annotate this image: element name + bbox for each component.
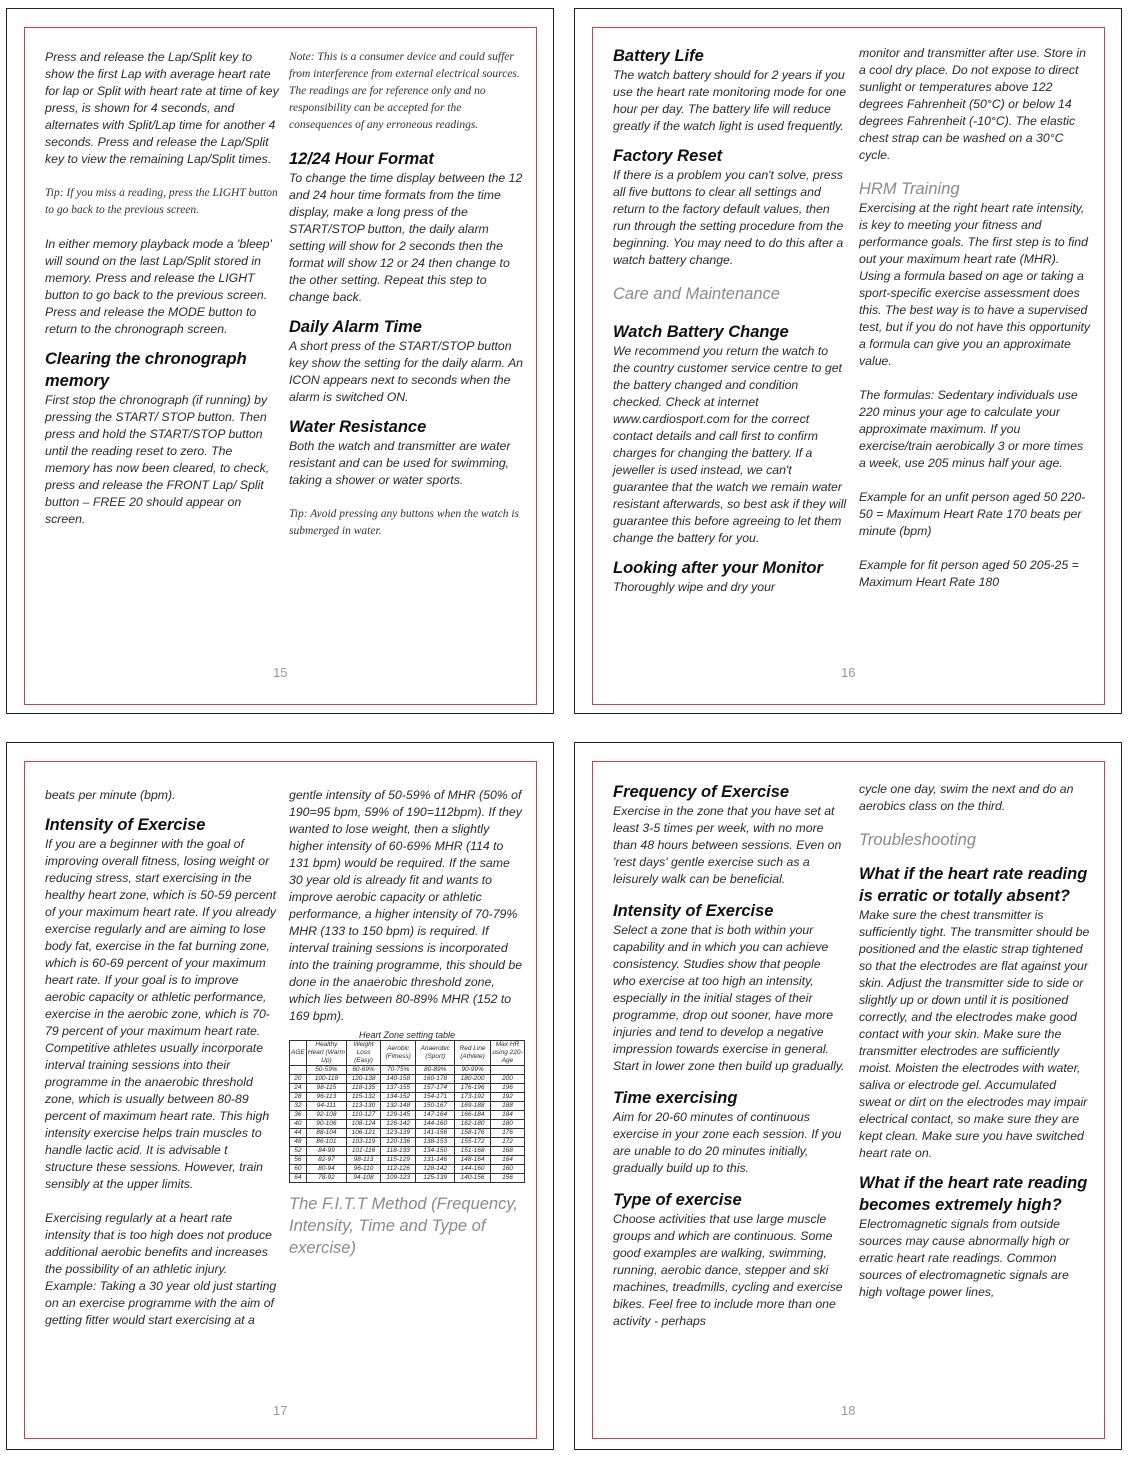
- table-cell: 176-196: [455, 1084, 491, 1093]
- table-cell: 169-188: [455, 1102, 491, 1111]
- table-cell: 32: [290, 1102, 307, 1111]
- table-cell: 196: [490, 1084, 524, 1093]
- page-17-right-column: [289, 787, 525, 1259]
- page-number: 18: [841, 1403, 856, 1418]
- table-header-cell: Red Line (Athlete): [455, 1041, 491, 1066]
- table-row: [290, 1111, 525, 1120]
- table-cell: 101-116: [347, 1147, 381, 1156]
- table-cell: 70-75%: [380, 1066, 415, 1075]
- page-18-left-column: [613, 781, 846, 1330]
- table-cell: 147-164: [416, 1111, 455, 1120]
- section-heading: Type of exercise: [613, 1191, 742, 1209]
- table-cell: 118-135: [347, 1084, 381, 1093]
- table-cell: 158-176: [455, 1129, 491, 1138]
- table-row: [290, 1174, 525, 1183]
- faq-question: What if the heart rate reading is erratic or totally absent?: [859, 865, 1088, 905]
- table-cell: 123-139: [380, 1129, 415, 1138]
- alarm-paragraph: A short press of the START/STOP button key show the setting for the daily alarm. An ICON appears next to seconds when the alarm is switched ON.: [289, 339, 523, 404]
- table-cell: 113-130: [347, 1102, 381, 1111]
- table-cell: 155-172: [455, 1138, 491, 1147]
- table-cell: 154-171: [416, 1093, 455, 1102]
- page-18-right-column: [859, 781, 1091, 1301]
- table-header-cell: Weight Loss (Easy): [347, 1041, 381, 1066]
- section-heading: Troubleshooting: [859, 831, 977, 849]
- table-cell: 151-168: [455, 1147, 491, 1156]
- care-continued-paragraph: monitor and transmitter after use. Store in a cool dry place. Do not expose to direct sunlight or temperatures above 122 degrees Fahrenheit (50°C) or below 14 degrees Fahrenheit (-10°C). The elastic chest strap can be washed on a 30°C cycle.: [859, 46, 1086, 162]
- table-cell: 64: [290, 1174, 307, 1183]
- table-cell: 108-124: [347, 1120, 381, 1129]
- table-cell: 166-184: [455, 1111, 491, 1120]
- note-text: Note: This is a consumer device and could suffer from interference from external electrical sources. The readings are for reference only and no responsibility can be accepted for the consequences of any erroneous readings.: [289, 51, 520, 131]
- table-cell: 156: [490, 1174, 524, 1183]
- table-row: [290, 1084, 525, 1093]
- table-cell: 160: [490, 1165, 524, 1174]
- table-cell: 60-69%: [347, 1066, 381, 1075]
- water-paragraph: Both the watch and transmitter are water resistant and can be used for swimming, taking a shower or water sports.: [289, 439, 511, 487]
- page-number: 15: [273, 665, 288, 680]
- table-row: [290, 1138, 525, 1147]
- table-cell: 96-113: [306, 1093, 346, 1102]
- lap-split-paragraph: Press and release the Lap/Split key to show the first Lap with average heart rate for lap or Split with heart rate at time of key press, is shown for 4 seconds, and alternates with Split/Lap time for another 4 seconds. Press and release the Lap/Split key to view the remaining Lap/Split times.: [45, 50, 279, 166]
- section-heading: Intensity of Exercise: [45, 816, 206, 834]
- section-heading: Intensity of Exercise: [613, 902, 774, 920]
- section-heading: HRM Training: [859, 180, 960, 198]
- table-cell: 125-139: [416, 1174, 455, 1183]
- table-cell: 168: [490, 1147, 524, 1156]
- table-cell: 141-156: [416, 1129, 455, 1138]
- regular-exercise-paragraph: Exercising regularly at a heart rate intensity that is too high does not produce additional aerobic benefits and increases the possibility of an athletic injury. Example: Taking a 30 year old just starting on an exercise programme with the aim of getting fitter would start exercising at a: [45, 1211, 277, 1327]
- section-heading: Looking after your Monitor: [613, 559, 823, 577]
- table-cell: 144-160: [416, 1120, 455, 1129]
- section-heading: Battery Life: [613, 47, 704, 65]
- table-cell: 24: [290, 1084, 307, 1093]
- table-cell: 200: [490, 1075, 524, 1084]
- table-cell: 40: [290, 1120, 307, 1129]
- time-paragraph: Aim for 20-60 minutes of continuous exercise in your zone each session. If you are unable to do 20 minutes initially, gradually build up to this.: [613, 1110, 842, 1175]
- table-cell: 134-150: [416, 1147, 455, 1156]
- section-heading: Daily Alarm Time: [289, 318, 422, 336]
- table-header-cell: Aerobic (Fitness): [380, 1041, 415, 1066]
- section-heading: 12/24 Hour Format: [289, 150, 434, 168]
- table-header-cell: Healthy Heart (Warm Up): [307, 1041, 345, 1064]
- table-cell: 188: [490, 1102, 524, 1111]
- table-cell: 20: [290, 1075, 307, 1084]
- section-heading: Factory Reset: [613, 147, 723, 165]
- table-cell: 164: [490, 1156, 524, 1165]
- table-cell: 36: [290, 1111, 307, 1120]
- frequency-paragraph: Exercise in the zone that you have set at least 3-5 times per week, with no more than 48 hours between sessions. Even on 'rest days' gentle exercise such as a leisurely walk can be beneficial.: [613, 804, 842, 886]
- table-cell: 60: [290, 1165, 307, 1174]
- table-cell: 78-92: [306, 1174, 346, 1183]
- table-cell: 160-178: [416, 1075, 455, 1084]
- table-cell: 82-97: [306, 1156, 346, 1165]
- table-cell: 98-113: [347, 1156, 381, 1165]
- table-cell: 172: [490, 1138, 524, 1147]
- table-cell: 48: [290, 1138, 307, 1147]
- table-cell: 120-138: [347, 1075, 381, 1084]
- table-header-cell: Max HR using 220-Age: [492, 1041, 523, 1064]
- table-row: [290, 1102, 525, 1111]
- table-body: [290, 1075, 525, 1183]
- table-cell: 90-99%: [455, 1066, 491, 1075]
- battery-change-paragraph: We recommend you return the watch to the country customer service centre to get the battery changed and condition checked. Check at internet www.cardiosport.com for the correct contact details and call first to confirm charges for changing the battery. If a jeweller is used instead, we can't guarantee that the watch we remain water resistant afterwards, so best ask if they will guarantee this before agreeing to let them change the battery for you.: [613, 344, 847, 545]
- table-cell: 176: [490, 1129, 524, 1138]
- page-17-left-column: [45, 787, 277, 1329]
- table-cell: 157-174: [416, 1084, 455, 1093]
- table-cell: 140-156: [455, 1174, 491, 1183]
- table-cell: 50-59%: [306, 1066, 346, 1075]
- heart-zone-table: [289, 1031, 525, 1183]
- reset-paragraph: If there is a problem you can't solve, press all five buttons to clear all settings and return to the factory default values, then run through the setting procedure from the beginning. You may need to do this after a watch battery change.: [613, 168, 844, 267]
- table-cell: [490, 1066, 524, 1075]
- looking-after-paragraph: Thoroughly wipe and dry your: [613, 580, 775, 594]
- page-18: [574, 742, 1122, 1450]
- table-cell: 137-155: [380, 1084, 415, 1093]
- clearing-paragraph: First stop the chronograph (if running) by pressing the START/ STOP button. Then press and hold the START/STOP button until the reading reset to zero. The memory has now been cleared, to check, press and release the FRONT Lap/ Split button – FREE 20 should appear on screen.: [45, 393, 270, 526]
- section-heading: Time exercising: [613, 1089, 738, 1107]
- table-row: [290, 1075, 525, 1084]
- table-cell: 180-200: [455, 1075, 491, 1084]
- section-heading: Care and Maintenance: [613, 285, 780, 303]
- table-cell: 150-167: [416, 1102, 455, 1111]
- table-cell: 28: [290, 1093, 307, 1102]
- table-cell: 52: [290, 1147, 307, 1156]
- table-cell: 86-101: [306, 1138, 346, 1147]
- table-cell: 180: [490, 1120, 524, 1129]
- table-cell: 80-89%: [416, 1066, 455, 1075]
- table-caption: Heart Zone setting table: [358, 1030, 456, 1040]
- table-cell: 115-129: [380, 1156, 415, 1165]
- hrm-paragraph: Exercising at the right heart rate intensity, is key to meeting your fitness and performance goals. The first step is to find out your maximum heart rate (MHR). Using a formula based on age or taking a sport-specific exercise assessment does this. The best way is to have a supervised test, but if you do not have this opportunity a formula can give you an approximate value.: [859, 201, 1091, 368]
- activity-continued: cycle one day, swim the next and do an aerobics class on the third.: [859, 782, 1074, 813]
- table-cell: 129-145: [380, 1111, 415, 1120]
- section-heading: The F.I.T.T Method (Frequency, Intensity, Time and Type of exercise): [289, 1195, 518, 1257]
- page-number: 17: [273, 1403, 288, 1418]
- intensity-paragraph: Select a zone that is both within your capability and in which you can achieve consistency. Studies show that people who exercise at too high an intensity, especially in the initial stages of their programme, drop out sooner, have more injuries and tend to develop a negative impression towards exercise in general. Start in lower zone then build up gradually.: [613, 923, 845, 1073]
- tip-text: Tip: If you miss a reading, press the LIGHT button to go back to the previous screen.: [45, 187, 278, 216]
- faq-question: What if the heart rate reading becomes extremely high?: [859, 1174, 1088, 1214]
- table-cell: 112-126: [380, 1165, 415, 1174]
- table-percent-row: [290, 1066, 525, 1075]
- table-cell: 100-118: [306, 1075, 346, 1084]
- table-header-cell: AGE: [290, 1041, 307, 1066]
- table-header-cell: Anaerobic (Sport): [416, 1041, 455, 1066]
- table-cell: 192: [490, 1093, 524, 1102]
- table-cell: 140-158: [380, 1075, 415, 1084]
- section-heading: Water Resistance: [289, 418, 427, 436]
- table-cell: 109-123: [380, 1174, 415, 1183]
- table-cell: 92-108: [306, 1111, 346, 1120]
- faq-answer: Electromagnetic signals from outside sources may cause abnormally high or erratic heart rate readings. Common sources of electromagnetic signals are high voltage power lines,: [859, 1217, 1070, 1299]
- page-16-left-column: [613, 45, 848, 596]
- page-15-right-column: [289, 49, 524, 557]
- table-row: [290, 1156, 525, 1165]
- memory-playback-paragraph: In either memory playback mode a 'bleep' will sound on the last Lap/Split stored in memory. Press and release the LIGHT button to go back to the previous screen. Press and release the MODE button to return to the chronograph screen.: [45, 237, 272, 336]
- table-row: [290, 1147, 525, 1156]
- table-cell: 90-106: [306, 1120, 346, 1129]
- gentle-intensity-paragraph: gentle intensity of 50-59% of MHR (50% of 190=95 bpm, 59% of 190=112bpm). If they wanted to lose weight, then a slightly higher intensity of 60-69% MHR (114 to 131 bpm) would be required. If the same 30 year old is already fit and wants to improve aerobic capacity or athletic performance, a higher intensity of 70-79% MHR (133 to 150 bpm) is required. If interval training sessions is incorporated into the training programme, this should be done in the anaerobic threshold zone, which lies between 80-89% MHR (152 to 169 bpm).: [289, 788, 523, 1023]
- page-15: [6, 8, 554, 714]
- table-cell: 134-152: [380, 1093, 415, 1102]
- type-paragraph: Choose activities that use large muscle groups and which are continuous. Some good examples are walking, swimming, running, aerobic dance, stepper and ski machines, treadmills, cycling and exercise bikes. Feel free to include more than one activity - perhaps: [613, 1212, 843, 1328]
- table-cell: 184: [490, 1111, 524, 1120]
- table-cell: 96-110: [347, 1165, 381, 1174]
- table-row: [290, 1165, 525, 1174]
- intensity-paragraph: If you are a beginner with the goal of improving overall fitness, losing weight or reducing stress, start exercising in the healthy heart zone, which is 50-59 percent of your maximum heart rate. If you already exercise regularly and are aiming to lose body fat, exercise in the fat burning zone, which is 60-69 percent of your maximum heart rate. If your goal is to improve aerobic capacity or athletic performance, exercise in the aerobic zone, which is 70-79 percent of your maximum heart rate. Competitive athletes usually incorporate interval training sessions into their programme in the anaerobic threshold zone, which is usually between 80-89 percent of maximum heart rate. This high intensity exercise helps train muscles to handle lactic acid. It is advisable t structure these sessions. However, train sensibly at the upper limits.: [45, 837, 277, 1191]
- table-cell: 94-111: [306, 1102, 346, 1111]
- table-cell: 88-104: [306, 1129, 346, 1138]
- table-cell: 162-180: [455, 1120, 491, 1129]
- section-heading: Watch Battery Change: [613, 323, 789, 341]
- example-fit-paragraph: Example for fit person aged 50 205-25 = Maximum Heart Rate 180: [859, 558, 1079, 589]
- page-16-right-column: [859, 45, 1091, 591]
- table-cell: 115-132: [347, 1093, 381, 1102]
- table-cell: 126-142: [380, 1120, 415, 1129]
- table-cell: 94-108: [347, 1174, 381, 1183]
- format-paragraph: To change the time display between the 12 and 24 hour time formats from the time display, make a long press of the START/STOP button, the daily alarm setting will show for 2 seconds then the format will show 12 or 24 then change to the other setting. Repeat this step to change back.: [289, 171, 523, 304]
- table-cell: 148-164: [455, 1156, 491, 1165]
- table-cell: 173-192: [455, 1093, 491, 1102]
- section-heading: Frequency of Exercise: [613, 783, 790, 801]
- table-cell: 103-119: [347, 1138, 381, 1147]
- section-heading: Clearing the chronograph memory: [45, 350, 247, 390]
- bpm-continued: beats per minute (bpm).: [45, 788, 176, 802]
- table-cell: 56: [290, 1156, 307, 1165]
- table-cell: 132-148: [380, 1102, 415, 1111]
- table-row: [290, 1129, 525, 1138]
- table-cell: 110-127: [347, 1111, 381, 1120]
- page-15-left-column: [45, 49, 280, 528]
- tip-text: Tip: Avoid pressing any buttons when the watch is submerged in water.: [289, 508, 519, 537]
- battery-paragraph: The watch battery should for 2 years if you use the heart rate monitoring mode for one hour per day. The battery life will reduce greatly if the watch light is used frequently.: [613, 68, 847, 133]
- table-cell: [290, 1066, 307, 1075]
- table-header-row: [290, 1041, 525, 1066]
- page-17: [6, 742, 554, 1450]
- example-unfit-paragraph: Example for an unfit person aged 50 220-50 = Maximum Heart Rate 170 beats per minute (bpm): [859, 490, 1086, 538]
- table-cell: 144-160: [455, 1165, 491, 1174]
- table-row: [290, 1120, 525, 1129]
- table-cell: 131-146: [416, 1156, 455, 1165]
- faq-answer: Make sure the chest transmitter is sufficiently tight. The transmitter should be positioned and the elastic strap tightened so that the electrodes are flat against your skin. Adjust the transmitter side to side or slightly up or down until it is positioned correctly, and the electrodes make good contact with your skin. Make sure the transmitter electrodes are sufficiently moist. Moisten the electrodes with water, saliva or electrode gel. Accumulated sweat or dirt on the electrodes may impair electrical contact, so make sure they are kept clean. Make sure you have switched heart rate on.: [859, 908, 1090, 1160]
- table-cell: 120-136: [380, 1138, 415, 1147]
- table-cell: 118-133: [380, 1147, 415, 1156]
- table-cell: 44: [290, 1129, 307, 1138]
- table-cell: 98-115: [306, 1084, 346, 1093]
- table-cell: 138-153: [416, 1138, 455, 1147]
- table-cell: 106-121: [347, 1129, 381, 1138]
- table-cell: 80-94: [306, 1165, 346, 1174]
- table-cell: 128-142: [416, 1165, 455, 1174]
- page-number: 16: [841, 665, 856, 680]
- page-16: [574, 8, 1122, 714]
- formulas-paragraph: The formulas: Sedentary individuals use 220 minus your age to calculate your approximate maximum. If you exercise/train aerobically 3 or more times a week, use 205 minus half your age.: [859, 388, 1084, 470]
- table-cell: 84-99: [306, 1147, 346, 1156]
- table-row: [290, 1093, 525, 1102]
